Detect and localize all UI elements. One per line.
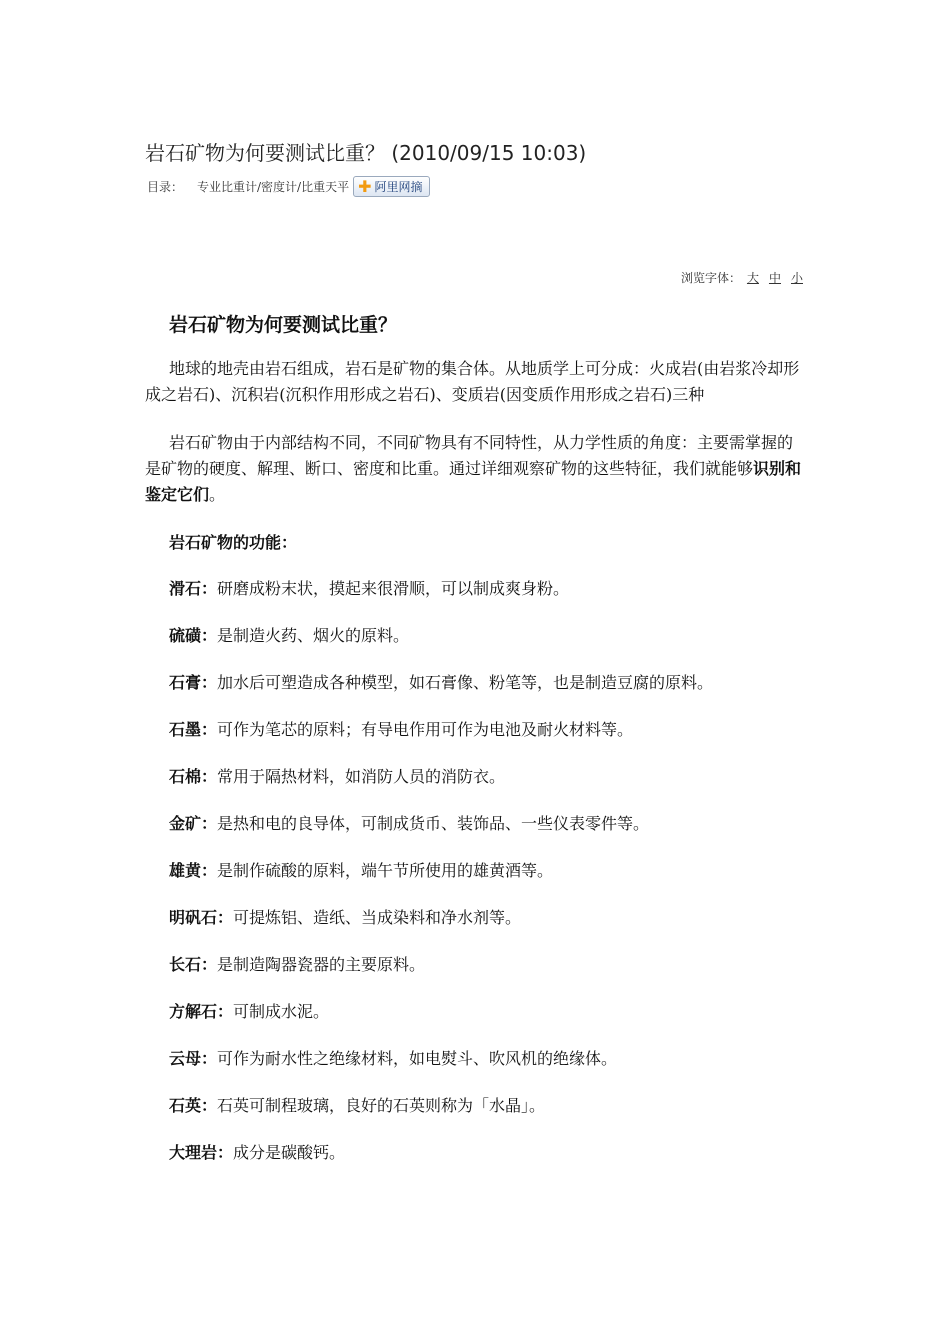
mineral-item	[145, 952, 807, 978]
mineral-item	[145, 764, 807, 790]
article-heading: 岩石矿物为何要测试比重？	[169, 314, 398, 336]
mineral-name: 方解石：	[169, 1002, 234, 1021]
mineral-desc: 研磨成粉末状，摸起来很滑顺，可以制成爽身粉。	[217, 579, 570, 598]
mineral-item	[145, 576, 807, 602]
paragraph-properties-text: 岩石矿物由于内部结构不同，不同矿物具有不同特性，从力学性质的角度：主要需掌握的是矿物的硬度、解理、断口、密度和比重。通过详细观察矿物的这些特征，我们就能够	[145, 433, 794, 478]
paragraph-properties-bold: 识别和鉴定它们	[145, 459, 802, 504]
mineral-name: 石膏：	[169, 673, 218, 692]
mineral-name: 石棉：	[169, 767, 218, 786]
font-size-label: 浏览字体：	[680, 271, 741, 285]
mineral-item	[145, 999, 807, 1025]
mineral-name: 滑石：	[169, 579, 218, 598]
mineral-name: 云母：	[169, 1049, 218, 1068]
paragraph-intro: 地球的地壳由岩石组成，岩石是矿物的集合体。从地质学上可分成：火成岩(由岩浆冷却形成之岩石)、沉积岩(沉积作用形成之岩石)、变质岩(因变质作用形成之岩石)三种	[145, 359, 800, 404]
catalog-link[interactable]: 专业比重计/密度计/比重天平	[197, 180, 350, 194]
mineral-desc: 是制造火药、烟火的原料。	[217, 626, 410, 645]
mineral-desc: 加水后可塑造成各种模型，如石膏像、粉笔等，也是制造豆腐的原料。	[217, 673, 714, 692]
font-size-large[interactable]: 大	[746, 271, 759, 285]
catalog-label: 目录：	[147, 180, 184, 194]
mineral-name: 石墨：	[169, 720, 218, 739]
mineral-desc: 可作为笔芯的原料；有导电作用可作为电池及耐火材料等。	[217, 720, 634, 739]
mineral-desc: 是热和电的良导体，可制成货币、装饰品、一些仪表零件等。	[217, 814, 650, 833]
catalog-line	[147, 176, 430, 197]
font-size-small[interactable]: 小	[790, 271, 803, 285]
mineral-desc: 可提炼铝、造纸、当成染料和净水剂等。	[233, 908, 522, 927]
mineral-item	[145, 717, 807, 743]
mineral-item	[145, 623, 807, 649]
mineral-item	[145, 905, 807, 931]
font-size-medium[interactable]: 中	[768, 271, 781, 285]
mineral-name: 大理岩：	[169, 1143, 234, 1162]
mineral-name: 长石：	[169, 955, 218, 974]
mineral-name: 明矾石：	[169, 908, 234, 927]
mineral-name: 硫磺：	[169, 626, 218, 645]
paragraph-properties	[145, 430, 807, 508]
mineral-desc: 可作为耐水性之绝缘材料，如电熨斗、吹风机的绝缘体。	[217, 1049, 618, 1068]
ali-share-label: 阿里网摘	[374, 180, 423, 194]
mineral-item	[145, 670, 807, 696]
mineral-desc: 常用于隔热材料，如消防人员的消防衣。	[217, 767, 506, 786]
mineral-name: 石英：	[169, 1096, 218, 1115]
mineral-desc: 可制成水泥。	[233, 1002, 330, 1021]
mineral-item	[145, 811, 807, 837]
mineral-desc: 是制造陶器瓷器的主要原料。	[217, 955, 426, 974]
mineral-name: 金矿：	[169, 814, 218, 833]
mineral-item	[145, 1140, 807, 1166]
page-title: 岩石矿物为何要测试比重？ (2010/09/15 10:03)	[145, 141, 587, 165]
mineral-desc: 石英可制程玻璃，良好的石英则称为「水晶」。	[217, 1096, 546, 1115]
mineral-desc: 是制作硫酸的原料，端午节所使用的雄黄酒等。	[217, 861, 554, 880]
section-heading: 岩石矿物的功能：	[169, 533, 298, 552]
font-size-selector	[681, 269, 807, 286]
mineral-desc: 成分是碳酸钙。	[233, 1143, 346, 1162]
mineral-item	[145, 1093, 807, 1119]
mineral-item	[145, 1046, 807, 1072]
ali-share-button[interactable]	[353, 176, 429, 197]
article-body	[145, 310, 807, 1187]
mineral-item	[145, 858, 807, 884]
mineral-name: 雄黄：	[169, 861, 218, 880]
paragraph-properties-end: 。	[209, 485, 226, 504]
plus-icon: ✚	[358, 176, 372, 196]
